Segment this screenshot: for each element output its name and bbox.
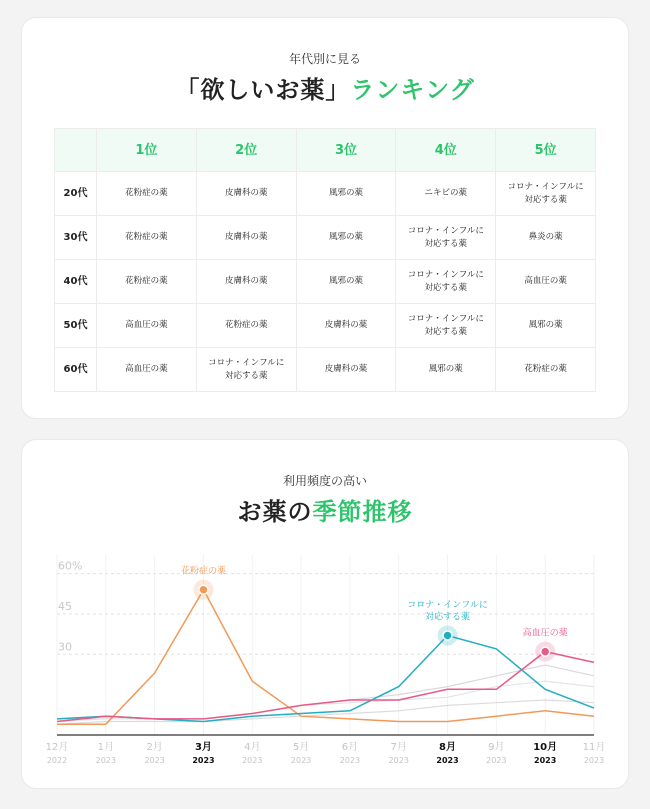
table-cell: コロナ・インフルに 対応する薬 — [196, 348, 296, 392]
x-tick-year: 2023 — [534, 756, 557, 765]
table-cell: 皮膚科の薬 — [196, 172, 296, 216]
x-tick-month: 6月 — [341, 742, 359, 753]
table-cell: 高血圧の薬 — [496, 260, 596, 304]
x-tick-month: 9月 — [488, 742, 505, 753]
table-cell: 皮膚科の薬 — [196, 216, 296, 260]
table-cell: 風邪の薬 — [396, 348, 496, 392]
x-tick-month: 11月 — [582, 742, 606, 753]
header-rank: 4位 — [396, 129, 496, 172]
x-tick-year: 2023 — [486, 756, 507, 765]
table-cell: 花粉症の薬 — [97, 216, 197, 260]
header-rank: 3位 — [296, 129, 396, 172]
series-label: 花粉症の薬 — [180, 566, 226, 577]
table-cell: 風邪の薬 — [296, 216, 396, 260]
table-cell: 花粉症の薬 — [97, 172, 197, 216]
table-cell: 皮膚科の薬 — [196, 260, 296, 304]
x-tick-month: 4月 — [244, 742, 261, 753]
row-age-label: 40代 — [55, 260, 97, 304]
x-tick-month: 7月 — [390, 742, 407, 753]
header-rank: 5位 — [496, 129, 596, 172]
y-tick-label: 30 — [58, 640, 72, 654]
table-cell: ニキビの薬 — [396, 172, 496, 216]
series-label: 対応する薬 — [425, 612, 471, 623]
row-age-label: 30代 — [55, 216, 97, 260]
ranking-title-accent: ランキング — [350, 76, 475, 104]
table-cell: 花粉症の薬 — [496, 348, 596, 392]
x-tick-year: 2023 — [144, 756, 165, 765]
trend-title-accent: 季節推移 — [312, 498, 413, 526]
x-tick-month: 5月 — [292, 742, 310, 753]
table-cell: コロナ・インフルに 対応する薬 — [396, 216, 496, 260]
series-label: コロナ・インフルに — [407, 600, 488, 611]
table-cell: 皮膚科の薬 — [296, 348, 396, 392]
series-line — [57, 636, 594, 722]
row-age-label: 20代 — [55, 172, 97, 216]
peak-marker — [541, 647, 550, 656]
row-age-label: 60代 — [55, 348, 97, 392]
table-cell: 花粉症の薬 — [97, 260, 197, 304]
table-cell: 高血圧の薬 — [97, 348, 197, 392]
ranking-title-main: 「欲しいお薬」 — [175, 76, 351, 104]
x-tick-year: 2023 — [388, 756, 409, 765]
table-cell: 高血圧の薬 — [97, 304, 197, 348]
table-cell: 風邪の薬 — [296, 172, 396, 216]
row-age-label: 50代 — [55, 304, 97, 348]
table-cell: コロナ・インフルに 対応する薬 — [496, 172, 596, 216]
trend-subtitle: 利用頻度の高い — [282, 474, 367, 488]
table-cell: 風邪の薬 — [296, 260, 396, 304]
x-tick-month: 1月 — [97, 742, 115, 753]
x-tick-year: 2023 — [339, 756, 361, 765]
table-cell: コロナ・インフルに 対応する薬 — [396, 304, 496, 348]
x-tick-year: 2023 — [192, 756, 215, 765]
x-tick-month: 3月 — [194, 742, 212, 753]
header-rank: 2位 — [196, 129, 296, 172]
x-tick-month: 12月 — [45, 742, 69, 753]
table-cell: 鼻炎の薬 — [496, 216, 596, 260]
x-tick-year: 2023 — [242, 756, 263, 765]
x-tick-year: 2023 — [95, 756, 116, 765]
table-cell: コロナ・インフルに 対応する薬 — [396, 260, 496, 304]
header-rank: 1位 — [97, 129, 197, 172]
trend-title-main: お薬の — [237, 498, 313, 526]
x-tick-year: 2023 — [436, 756, 459, 765]
table-cell: 花粉症の薬 — [196, 304, 296, 348]
y-tick-label: 60% — [58, 559, 83, 573]
x-tick-month: 8月 — [439, 742, 457, 753]
y-tick-label: 45 — [58, 599, 72, 613]
x-tick-year: 2023 — [290, 756, 312, 765]
x-tick-month: 2月 — [146, 742, 163, 753]
table-cell: 皮膚科の薬 — [296, 304, 396, 348]
peak-marker — [199, 585, 208, 594]
ranking-subtitle: 年代別に見る — [288, 52, 361, 66]
peak-marker — [443, 631, 452, 640]
x-tick-year: 2023 — [583, 756, 605, 765]
table-cell: 風邪の薬 — [496, 304, 596, 348]
x-tick-year: 2022 — [46, 756, 68, 765]
x-tick-month: 10月 — [533, 742, 558, 753]
series-label: 高血圧の薬 — [522, 628, 568, 639]
